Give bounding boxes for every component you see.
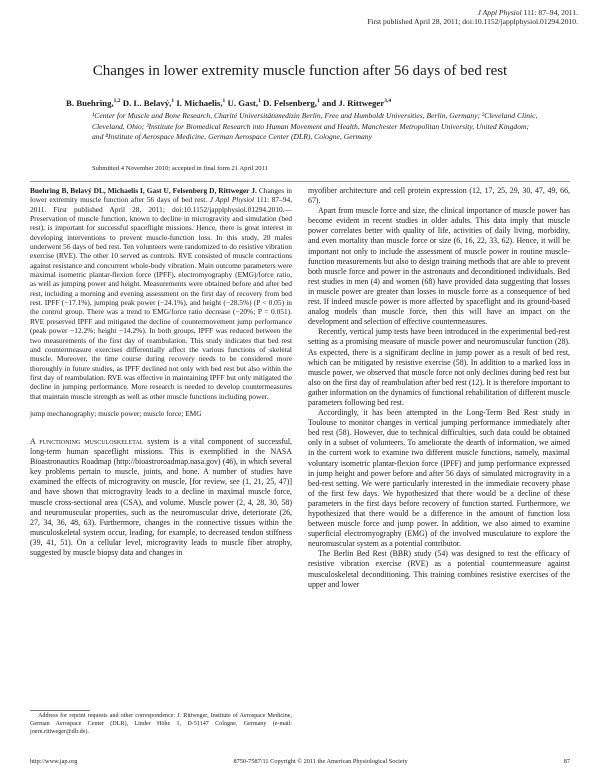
intro-paragraph	[30, 437, 292, 558]
published-line: First published April 28, 2011; doi:10.1152/japplphysiol.01294.2010.	[367, 17, 578, 27]
journal-name: J Appl Physiol	[477, 8, 522, 17]
intro-text: system is a vital component of successful, long-term human spaceflight missions. This is exemplified in the NASA Bioastronautics Roadmap (http://bioastroroadmap.nasa.gov) (46), in which several key problems pertain to muscle, joints, and bone. A number of studies have examined the effects of microgravity on muscle, [for review, see (1, 21, 25, 47)] and have shown that microgravity leads to a decline in maximal muscle force, muscle cross-sectional area (CSA), and volume. Muscle power (2, 4, 28, 30, 58) and neuromuscular properties, such as the neuromuscular drive, deteriorate (26, 27, 34, 36, 48, 63). Furthermore, changes in the connective tissues within the musculoskeletal system occur, leading, for example, to decreased tendon stiffness (39, 41, 51). On a cellular level, microgravity leads to muscle fiber atrophy, suggested by muscle biopsy data and changes in	[30, 437, 292, 558]
right-column	[308, 186, 570, 590]
submission-dates: Submitted 4 November 2010; accepted in final form 21 April 2011	[92, 165, 268, 172]
author-list	[66, 96, 540, 109]
abstract-citation-authors: Buehring B, Belavý DL, Michaelis I, Gast U, Felsenberg D, Rittweger J.	[30, 186, 257, 195]
abstract-citation-title: Changes in lower extremity muscle function after 56 days of bed rest.	[30, 186, 292, 205]
author: D. L. Belavý,$^1$	[122, 97, 175, 108]
footnote-divider	[30, 710, 90, 711]
author: and J. Rittweger$^{3,4}$	[321, 97, 392, 108]
body-paragraph: Accordingly, it has been attempted in the Long-Term Bed Rest study in Toulouse to monitor changes in vertical jumping performance immediately after bed rest (58). However, due to technical difficulties, such data could be obtained only in a subset of volunteers. To ameliorate the dearth of information, we aimed in the current work to examine two different muscle functions, namely, maximal voluntary isometric plantar-flexion force (IPFF) and jump performance expressed in jump height and power before and after 56 days of simulated microgravity in a bed-rest setting. We were particularly interested in the immediate recovery phase of the first few days. We hypothesized that there would be a decline of these parameters in the first days before recovery of function started. Furthermore, we hypothesized that there would be a difference in the amount of function loss between muscle force and jump power. In addition, we also aimed to examine superficial electromyography (EMG) of the involved musculature to explore the neuromuscular system as a potential contributor.	[308, 408, 570, 549]
journal-citation: 111: 87–94, 2011.	[521, 8, 578, 17]
header-divider	[30, 181, 570, 182]
affiliations: ¹Center for Muscle and Bone Research, Charité Universitätsmedizin Berlin, Free and Humboldt Universities, Berlin, Germany; ²Cleveland Clinic, Cleveland, Ohio; ³Institute for Biomedical Research into Human Movement and Health, Manchester Metropolitan University, United Kingdom; and ⁴Institute of Aerospace Medicine, German Aerospace Center (DLR), Cologne, Germany	[92, 111, 538, 141]
body-paragraph: Recently, vertical jump tests have been introduced in the experimental bed-rest setting as a promising measure of muscle power and neuromuscular function (28). As expected, there is a significant decline in jump power as a result of bed rest, which can be mitigated by resistive exercise (58). In addition to a marked loss in muscle power, we observed that muscle force not only declines during bed rest but also on the first day of reambulation after bed rest (12). It is therefore important to gather information on the dynamics of functional rehabilitation of different muscle parameters following bed rest.	[308, 327, 570, 407]
keywords: jump mechanography; muscle power; muscle force; EMG	[30, 408, 202, 418]
body-paragraph: Apart from muscle force and size, the clinical importance of muscle power has become evident in recent studies in older adults. This data imply that muscle power correlates better with quality of life, activities of daily living, morbidity, and even mortality than muscle force or size (6, 16, 22, 33, 62). Hence, it will be important not only to include the assessment of muscle power in routine muscle-function measurements but also to design training methods that are able to prevent both muscle force and power in the astronauts and deconditioned individuals. Bed rest studies in men (4) and women (68) have provided data suggesting that losses in muscle power are greater than losses in muscle force as a consequence of bed rest. If indeed muscle power is more affected by spaceflight and its ground-based analog models than muscle force, then this will have an impact on the development and selection of effective countermeasures.	[308, 206, 570, 327]
journal-header	[367, 8, 578, 27]
footnote: Address for reprint requests and other correspondence: J. Rittweger, Institute of Aerospace Medicine, German Aerospace Center (DLR), Linder Höhe 1, D-51147 Cologne, Germany (e-mail: joern.rittweger@dlr.de).	[30, 713, 292, 735]
body-paragraph: The Berlin Bed Rest (BBR) study (54) was designed to test the efficacy of resistive vibration exercise (RVE) as a potential countermeasure against musculoskeletal deconditioning. This training combines resistive exercises of the upper and lower	[308, 549, 570, 589]
abstract-citation-rest: 111: 87–94, 2011. First published April 28, 2011; doi:10.1152/japplphysiol.01294.2010.—	[30, 195, 292, 214]
author: U. Gast,$^1$	[227, 97, 261, 108]
author: B. Buehring,$^{1,2}$	[66, 97, 121, 108]
page-number: 87	[563, 758, 570, 765]
page-footer	[30, 758, 570, 765]
abstract-text: Preservation of muscle function, known to decline in microgravity and simulation (bed rest), is important for successful spaceflight missions. Hence, there is great interest in developing interventions to prevent muscle-function loss. In this study, 20 males underwent 56 days of bed rest. Ten volunteers were randomized to do resistive vibration exercise (RVE). The other 10 served as controls. RVE consisted of muscle contractions against resistance and concurrent whole-body vibration. Main outcome parameters were maximal isometric plantar-flexion force (IPFF), electromyography (EMG)/force ratio, as well as jumping power and height. Measurements were obtained before and after bed rest, including a morning and evening assessment on the first day of recovery from bed rest. IPFF (−17.1%), jumping peak power (−24.1%), and height (−28.5%) (P < 0.05) in the control group. There was a trend to EMG/force ratio decrease (−20%; P = 0.051). RVE preserved IPFF and mitigated the decline of countermovement jump performance (peak power −12.2%; height −14.2%). In both groups, IPFF was reduced between the two measurements of the first day of reambulation. This study indicates that bed rest and countermeasure exercises differentially affect the various functions of skeletal muscle. Moreover, the time course during recovery needs to be considered more thoroughly in future studies, as IPFF declined not only with bed rest but also within the first day of reambulation. RVE was effective in maintaining IPFF but only mitigated the decline in jumping performance. More research is needed to develop countermeasures that maintain muscle strength as well as other muscle functions including power.	[30, 214, 292, 401]
author: D. Felsenberg,$^1$	[262, 97, 320, 108]
abstract-citation-journal: J Appl Physiol	[209, 195, 255, 205]
left-column	[30, 186, 292, 558]
abstract	[30, 186, 292, 401]
footer-url[interactable]: http://www.jap.org	[30, 758, 78, 765]
footer-copyright: 8750-7587/11 Copyright © 2011 the American Physiological Society	[233, 758, 408, 765]
body-paragraph: myofiber architecture and cell protein expression (12, 17, 25, 29, 30, 47, 49, 66, 67).	[308, 186, 570, 206]
author: I. Michaelis,$^1$	[176, 97, 226, 108]
intro-lead: A functioning musculoskeletal	[30, 437, 144, 446]
article-title: Changes in lower extremity muscle function after 56 days of bed rest	[92, 63, 508, 79]
